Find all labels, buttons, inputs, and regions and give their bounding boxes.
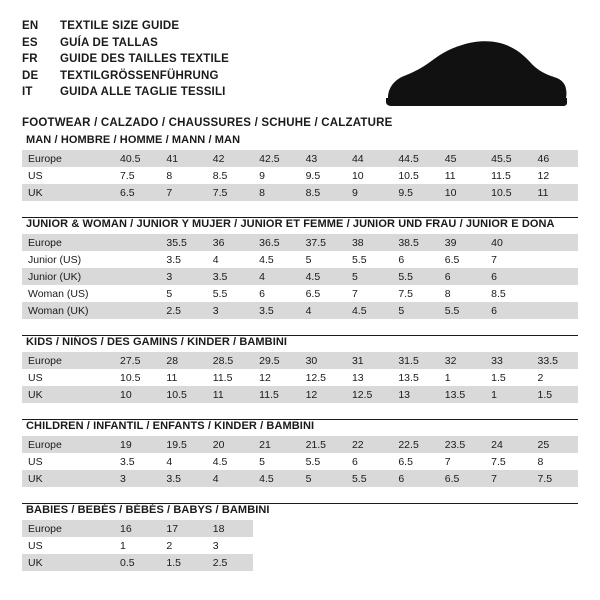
table-row (22, 285, 578, 302)
row-label: US (22, 453, 114, 470)
cell: 11.5 (207, 369, 253, 386)
cell: 9 (346, 184, 392, 201)
cell: 4.5 (207, 453, 253, 470)
cell: 8 (532, 453, 578, 470)
cell: 42 (207, 150, 253, 167)
section-junior-woman (22, 217, 578, 319)
section-babies (22, 503, 578, 571)
cell: 6.5 (439, 251, 485, 268)
cell: 4 (207, 470, 253, 487)
size-table-man (22, 150, 578, 201)
cell: 43 (300, 150, 346, 167)
cell: 10 (439, 184, 485, 201)
cell: 3 (160, 268, 206, 285)
cell: 8.5 (485, 285, 531, 302)
cell: 35.5 (160, 234, 206, 251)
row-label: US (22, 537, 114, 554)
cell: 37.5 (300, 234, 346, 251)
cell: 11 (532, 184, 578, 201)
cell (532, 285, 578, 302)
row-label: Europe (22, 352, 114, 369)
cell: 5.5 (346, 251, 392, 268)
cell: 1 (439, 369, 485, 386)
cell: 3.5 (207, 268, 253, 285)
cell: 1 (114, 537, 160, 554)
cell: 3.5 (253, 302, 299, 319)
cell: 5.5 (439, 302, 485, 319)
size-table-junior-woman (22, 234, 578, 319)
cell: 6.5 (392, 453, 438, 470)
size-table-babies (22, 520, 578, 571)
cell: 45.5 (485, 150, 531, 167)
cell: 12 (253, 369, 299, 386)
cell: 10.5 (114, 369, 160, 386)
dress-shoe-icon (378, 36, 568, 114)
cell: 8 (160, 167, 206, 184)
language-code: IT (22, 86, 33, 98)
cell: 6.5 (300, 285, 346, 302)
size-table-children (22, 436, 578, 487)
cell: 5.5 (392, 268, 438, 285)
cell: 11 (160, 369, 206, 386)
table-row (22, 234, 578, 251)
cell: 7.5 (207, 184, 253, 201)
cell: 22.5 (392, 436, 438, 453)
cell: 6 (253, 285, 299, 302)
cell: 1 (485, 386, 531, 403)
table-row (22, 150, 578, 167)
cell: 21 (253, 436, 299, 453)
cell: 2.5 (160, 302, 206, 319)
table-row (22, 268, 578, 285)
cell: 7.5 (114, 167, 160, 184)
cell: 6 (392, 470, 438, 487)
cell: 42.5 (253, 150, 299, 167)
section-kids (22, 335, 578, 403)
language-title: TEXTILE SIZE GUIDE (60, 20, 180, 32)
cell (532, 302, 578, 319)
cell (532, 251, 578, 268)
cell: 6 (346, 453, 392, 470)
cell: 10.5 (392, 167, 438, 184)
table-row (22, 184, 578, 201)
cell: 40.5 (114, 150, 160, 167)
language-title: GUÍA DE TALLAS (60, 36, 158, 49)
cell: 11 (207, 386, 253, 403)
cell: 5 (160, 285, 206, 302)
cell: 28 (160, 352, 206, 369)
cell: 44 (346, 150, 392, 167)
cell: 8 (439, 285, 485, 302)
row-label: UK (22, 554, 114, 571)
cell: 7 (439, 453, 485, 470)
cell: 17 (160, 520, 206, 537)
cell: 1.5 (532, 386, 578, 403)
cell (114, 285, 160, 302)
table-row (22, 352, 578, 369)
cell: 45 (439, 150, 485, 167)
cell-filler (253, 537, 578, 554)
section-man (22, 134, 578, 201)
section-title: BABIES / BEBÉS / BÉBÉS / BABYS / BAMBINI (26, 504, 270, 516)
language-row (22, 18, 578, 35)
cell: 5 (392, 302, 438, 319)
cell: 5.5 (300, 453, 346, 470)
cell: 23.5 (439, 436, 485, 453)
cell: 13 (346, 369, 392, 386)
table-row (22, 302, 578, 319)
cell: 38.5 (392, 234, 438, 251)
language-title: TEXTILGRÖSSENFÜHRUNG (60, 69, 219, 82)
cell: 22 (346, 436, 392, 453)
cell: 33.5 (532, 352, 578, 369)
cell: 6.5 (439, 470, 485, 487)
cell: 10.5 (160, 386, 206, 403)
cell: 3 (114, 470, 160, 487)
row-label: Europe (22, 520, 114, 537)
row-label: UK (22, 386, 114, 403)
cell: 36.5 (253, 234, 299, 251)
cell: 33 (485, 352, 531, 369)
cell: 7 (485, 470, 531, 487)
cell: 12 (300, 386, 346, 403)
cell: 39 (439, 234, 485, 251)
cell: 24 (485, 436, 531, 453)
cell: 3.5 (160, 251, 206, 268)
cell: 8.5 (207, 167, 253, 184)
cell: 4.5 (300, 268, 346, 285)
cell (114, 302, 160, 319)
section-title: MAN / HOMBRE / HOMME / MANN / MAN (26, 134, 241, 146)
row-label: Woman (US) (22, 285, 114, 302)
cell: 36 (207, 234, 253, 251)
language-title: GUIDA ALLE TAGLIE TESSILI (60, 86, 226, 98)
cell (114, 268, 160, 285)
cell: 3 (207, 537, 253, 554)
cell: 5 (253, 453, 299, 470)
cell: 12.5 (300, 369, 346, 386)
row-label: Europe (22, 436, 114, 453)
cell: 2 (160, 537, 206, 554)
cell: 32 (439, 352, 485, 369)
document-header (22, 18, 578, 129)
cell: 4 (160, 453, 206, 470)
table-row (22, 251, 578, 268)
cell: 10 (346, 167, 392, 184)
cell: 6 (439, 268, 485, 285)
section-title: CHILDREN / INFANTIL / ENFANTS / KINDER / BAMBINI (26, 420, 315, 432)
cell: 6 (485, 302, 531, 319)
cell: 7 (346, 285, 392, 302)
cell: 19.5 (160, 436, 206, 453)
cell: 29.5 (253, 352, 299, 369)
cell: 10.5 (485, 184, 531, 201)
cell: 30 (300, 352, 346, 369)
cell: 7.5 (532, 470, 578, 487)
table-row (22, 167, 578, 184)
cell: 2.5 (207, 554, 253, 571)
cell: 6.5 (114, 184, 160, 201)
table-row (22, 369, 578, 386)
row-label: UK (22, 184, 114, 201)
cell: 40 (485, 234, 531, 251)
cell: 3.5 (160, 470, 206, 487)
cell: 5.5 (207, 285, 253, 302)
cell-filler (253, 520, 578, 537)
section-title: KIDS / NIÑOS / DES GAMINS / KINDER / BAMBINI (26, 336, 288, 348)
cell: 13.5 (392, 369, 438, 386)
table-row (22, 554, 578, 571)
cell: 10 (114, 386, 160, 403)
cell: 25 (532, 436, 578, 453)
cell: 13.5 (439, 386, 485, 403)
cell: 8 (253, 184, 299, 201)
cell: 19 (114, 436, 160, 453)
cell: 2 (532, 369, 578, 386)
row-label: UK (22, 470, 114, 487)
cell: 4 (207, 251, 253, 268)
cell: 5 (346, 268, 392, 285)
cell: 11.5 (485, 167, 531, 184)
cell: 31 (346, 352, 392, 369)
cell: 5 (300, 251, 346, 268)
row-label: Woman (UK) (22, 302, 114, 319)
cell-filler (253, 554, 578, 571)
language-code: ES (22, 36, 38, 49)
cell: 9 (253, 167, 299, 184)
cell: 20 (207, 436, 253, 453)
cell: 3.5 (114, 453, 160, 470)
language-code: FR (22, 53, 38, 65)
cell: 7 (485, 251, 531, 268)
row-label: Europe (22, 150, 114, 167)
cell: 6 (392, 251, 438, 268)
table-row (22, 537, 578, 554)
cell: 4.5 (253, 470, 299, 487)
cell: 0.5 (114, 554, 160, 571)
cell: 27.5 (114, 352, 160, 369)
cell: 7 (160, 184, 206, 201)
section-title: JUNIOR & WOMAN / JUNIOR Y MUJER / JUNIOR ET FEMME / JUNIOR UND FRAU / JUNIOR E DONA (26, 218, 555, 230)
cell: 4 (253, 268, 299, 285)
cell: 6 (485, 268, 531, 285)
table-row (22, 520, 578, 537)
cell: 16 (114, 520, 160, 537)
cell: 1.5 (485, 369, 531, 386)
cell: 28.5 (207, 352, 253, 369)
cell: 12.5 (346, 386, 392, 403)
size-table-kids (22, 352, 578, 403)
cell: 38 (346, 234, 392, 251)
cell: 11.5 (253, 386, 299, 403)
cell (114, 251, 160, 268)
row-label: US (22, 369, 114, 386)
cell: 5 (300, 470, 346, 487)
cell: 4 (300, 302, 346, 319)
cell: 4.5 (346, 302, 392, 319)
cell: 11 (439, 167, 485, 184)
cell: 3 (207, 302, 253, 319)
row-label: Junior (UK) (22, 268, 114, 285)
language-title: GUIDE DES TAILLES TEXTILE (60, 53, 229, 65)
cell: 1.5 (160, 554, 206, 571)
cell (532, 268, 578, 285)
cell: 44.5 (392, 150, 438, 167)
table-row (22, 436, 578, 453)
cell: 7.5 (485, 453, 531, 470)
category-line: FOOTWEAR / CALZADO / CHAUSSURES / SCHUHE / CALZATURE (22, 116, 393, 129)
table-row (22, 453, 578, 470)
cell: 13 (392, 386, 438, 403)
cell: 18 (207, 520, 253, 537)
row-label: Junior (US) (22, 251, 114, 268)
language-code: EN (22, 20, 39, 32)
cell: 21.5 (300, 436, 346, 453)
cell (532, 234, 578, 251)
cell: 5.5 (346, 470, 392, 487)
cell: 9.5 (392, 184, 438, 201)
row-label: US (22, 167, 114, 184)
table-row (22, 470, 578, 487)
section-children (22, 419, 578, 487)
language-code: DE (22, 69, 39, 82)
cell: 12 (532, 167, 578, 184)
row-label: Europe (22, 234, 114, 251)
cell: 9.5 (300, 167, 346, 184)
cell: 8.5 (300, 184, 346, 201)
cell: 4.5 (253, 251, 299, 268)
cell: 46 (532, 150, 578, 167)
cell: 41 (160, 150, 206, 167)
cell (114, 234, 160, 251)
table-row (22, 386, 578, 403)
cell: 7.5 (392, 285, 438, 302)
cell: 31.5 (392, 352, 438, 369)
